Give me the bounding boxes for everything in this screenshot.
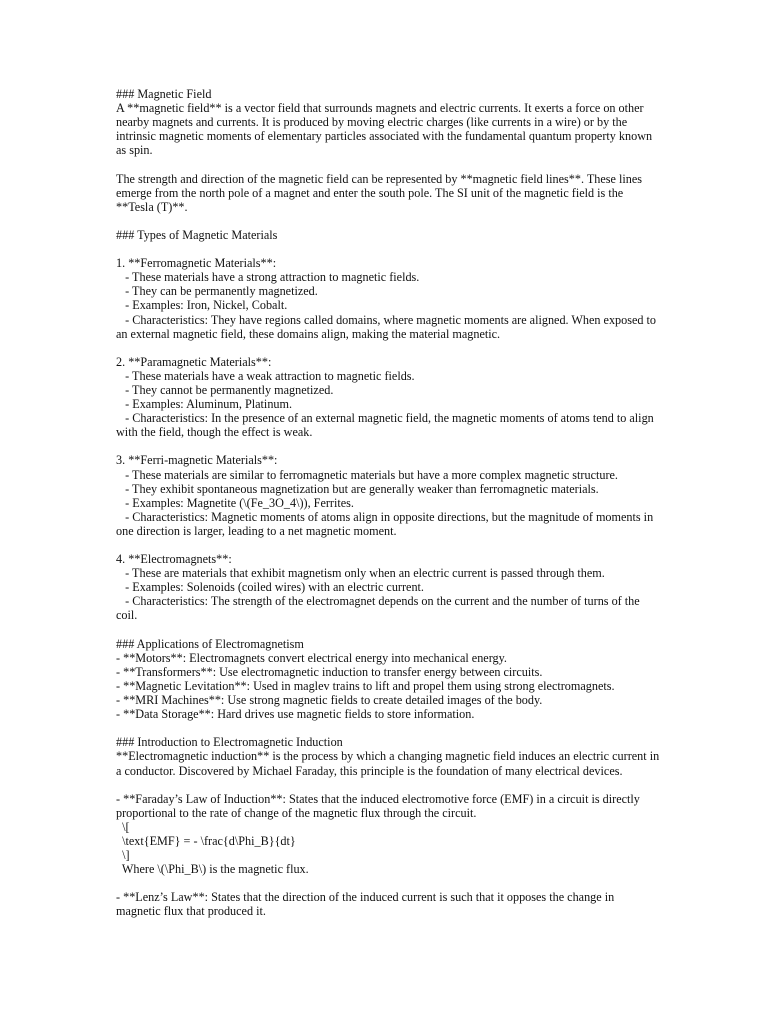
text-line: \]: [116, 848, 130, 863]
blank-line: [116, 876, 661, 890]
text-line: - Examples: Solenoids (coiled wires) with an electric current.: [116, 580, 424, 595]
text-line: - These materials have a weak attraction to magnetic fields.: [116, 368, 415, 383]
text-line: - **Data Storage**: Hard drives use magnetic fields to store information.: [116, 707, 475, 722]
text-line: Where \(\Phi_B\) is the magnetic flux.: [116, 862, 309, 877]
blank-line: [116, 242, 661, 256]
paragraph: - Characteristics: Magnetic moments of atoms align in opposite directions, but the magnitude of moments in one direction is larger, leading to a net magnetic moment.: [116, 509, 657, 538]
text-line: - They cannot be permanently magnetized.: [116, 382, 334, 397]
blank-line: [116, 439, 661, 453]
blank-line: [116, 538, 661, 552]
blank-line: [116, 341, 661, 355]
paragraph: The strength and direction of the magnetic field can be represented by **magnetic field lines**. These lines emerge from the north pole of a magnet and enter the south pole. The SI unit of the magnetic field is the **Tesla (T)**.: [116, 171, 646, 214]
paragraph: - **Lenz’s Law**: States that the direction of the induced current is such that it opposes the change in magnetic flux that produced it.: [116, 890, 618, 919]
paragraph: **Electromagnetic induction** is the process by which a changing magnetic field induces an electric current in a conductor. Discovered by Michael Faraday, this principle is the foundation of many electrical devices.: [116, 749, 663, 778]
section-heading: ### Types of Magnetic Materials: [116, 227, 278, 242]
text-line: - **Transformers**: Use electromagnetic induction to transfer energy between circuits.: [116, 664, 543, 679]
text-line: - Examples: Magnetite (\(Fe_3O_4\)), Ferrites.: [116, 495, 354, 510]
text-line: 3. **Ferri-magnetic Materials**:: [116, 453, 278, 468]
paragraph: - Characteristics: They have regions called domains, where magnetic moments are aligned. When exposed to an external magnetic field, these domains align, making the material magnetic.: [116, 312, 660, 341]
text-line: - Examples: Iron, Nickel, Cobalt.: [116, 298, 288, 313]
text-line: 1. **Ferromagnetic Materials**:: [116, 256, 277, 271]
text-line: - These are materials that exhibit magnetism only when an electric current is passed through them.: [116, 566, 605, 581]
text-line: - They can be permanently magnetized.: [116, 284, 318, 299]
blank-line: [116, 157, 661, 171]
section-heading: ### Applications of Electromagnetism: [116, 636, 304, 651]
text-line: - Examples: Aluminum, Platinum.: [116, 397, 293, 412]
blank-line: [116, 623, 661, 637]
section-heading: ### Introduction to Electromagnetic Induction: [116, 735, 343, 750]
document-page: [116, 87, 661, 919]
paragraph: - Characteristics: The strength of the electromagnet depends on the current and the number of turns of the coil.: [116, 594, 643, 623]
blank-line: [116, 214, 661, 228]
paragraph: A **magnetic field** is a vector field that surrounds magnets and electric currents. It exerts a force on other nearby magnets and currents. It is produced by moving electric charges (like currents in a wire) or by the intrinsic magnetic moments of elementary particles associated with the fundamental quantum property known as spin.: [116, 101, 656, 158]
text-line: 4. **Electromagnets**:: [116, 552, 232, 567]
blank-line: [116, 778, 661, 792]
text-line: - They exhibit spontaneous magnetization but are generally weaker than ferromagnetic materials.: [116, 481, 599, 496]
text-line: - **Motors**: Electromagnets convert electrical energy into mechanical energy.: [116, 650, 507, 665]
text-line: 2. **Paramagnetic Materials**:: [116, 354, 272, 369]
text-line: - These materials are similar to ferromagnetic materials but have a more complex magnetic structure.: [116, 467, 618, 482]
text-line: - **Magnetic Levitation**: Used in maglev trains to lift and propel them using strong electromagnets.: [116, 678, 615, 693]
text-line: - **MRI Machines**: Use strong magnetic fields to create detailed images of the body.: [116, 693, 543, 708]
paragraph: - **Faraday’s Law of Induction**: States that the induced electromotive force (EMF) in a circuit is directly proportional to the rate of change of the magnetic flux through the circuit.: [116, 791, 643, 820]
text-line: - These materials have a strong attraction to magnetic fields.: [116, 270, 420, 285]
text-line: \[: [116, 819, 130, 834]
text-line: \text{EMF} = - \frac{d\Phi_B}{dt}: [116, 833, 296, 848]
paragraph: - Characteristics: In the presence of an external magnetic field, the magnetic moments of atoms tend to align with the field, though the effect is weak.: [116, 411, 657, 440]
blank-line: [116, 721, 661, 735]
section-heading: ### Magnetic Field: [116, 87, 212, 101]
